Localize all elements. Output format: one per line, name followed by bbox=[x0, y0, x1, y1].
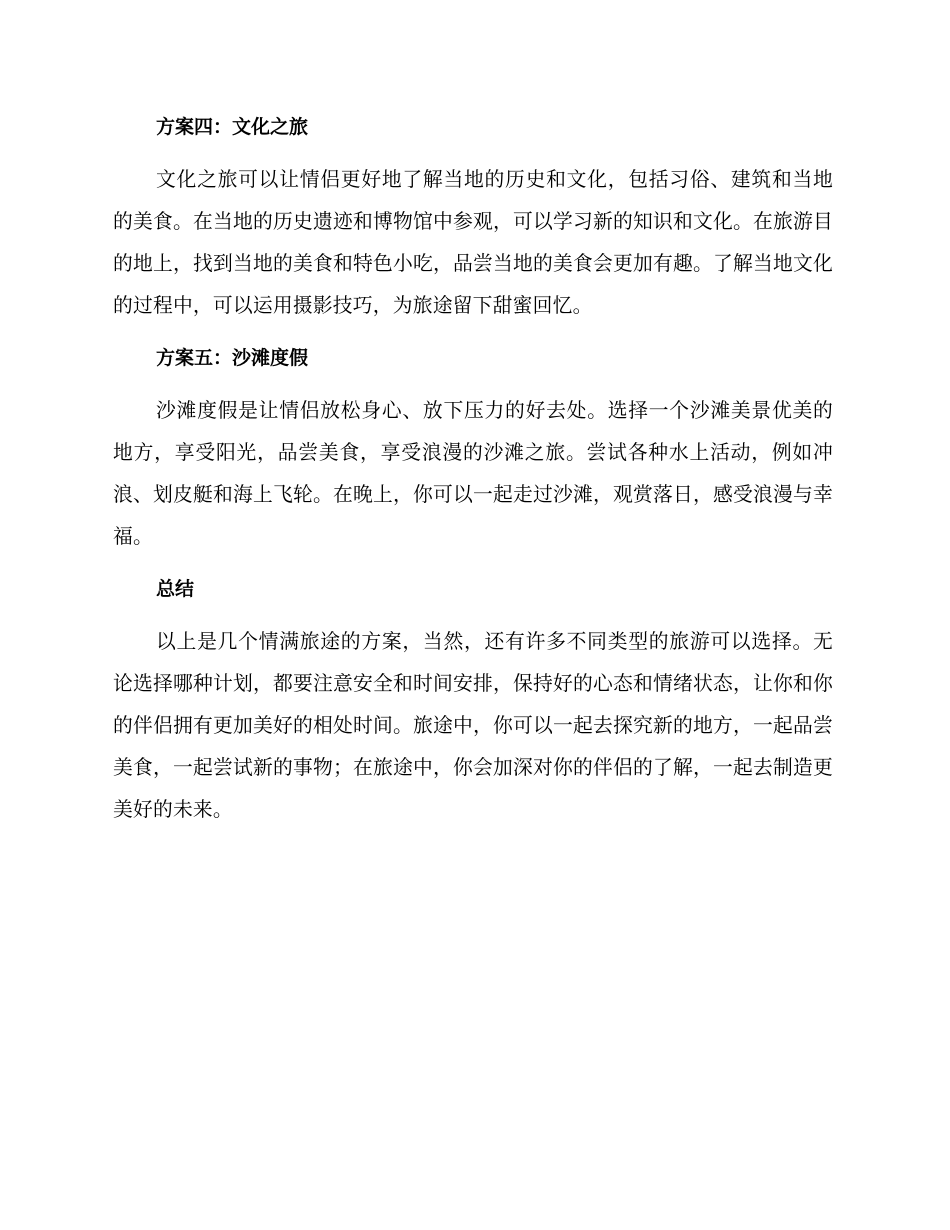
section-paragraph-beach-vacation: 沙滩度假是让情侣放松身心、放下压力的好去处。选择一个沙滩美景优美的地方，享受阳光，品尝美食，享受浪漫的沙滩之旅。尝试各种水上活动，例如冲浪、划皮艇和海上飞轮。在晚上，你可以一起走过沙滩，观赏落日，感受浪漫与幸福。 bbox=[113, 399, 833, 548]
section-heading-beach-vacation: 方案五：沙滩度假 bbox=[156, 347, 309, 369]
section-paragraph-culture-trip: 文化之旅可以让情侣更好地了解当地的历史和文化，包括习俗、建筑和当地的美食。在当地的历史遗迹和博物馆中参观，可以学习新的知识和文化。在旅游目的地上，找到当地的美食和特色小吃，品尝当地的美食会更加有趣。了解当地文化的过程中，可以运用摄影技巧，为旅途留下甜蜜回忆。 bbox=[113, 168, 833, 317]
section-heading-summary: 总结 bbox=[156, 578, 195, 600]
document-body bbox=[113, 106, 833, 841]
section-heading-culture-trip: 方案四：文化之旅 bbox=[156, 116, 309, 138]
section-paragraph-summary: 以上是几个情满旅途的方案，当然，还有许多不同类型的旅游可以选择。无论选择哪种计划，都要注意安全和时间安排，保持好的心态和情绪状态，让你和你的伴侣拥有更加美好的相处时间。旅途中，你可以一起去探究新的地方，一起品尝美食，一起尝试新的事物；在旅途中，你会加深对你的伴侣的了解，一起去制造更美好的未来。 bbox=[113, 630, 833, 821]
